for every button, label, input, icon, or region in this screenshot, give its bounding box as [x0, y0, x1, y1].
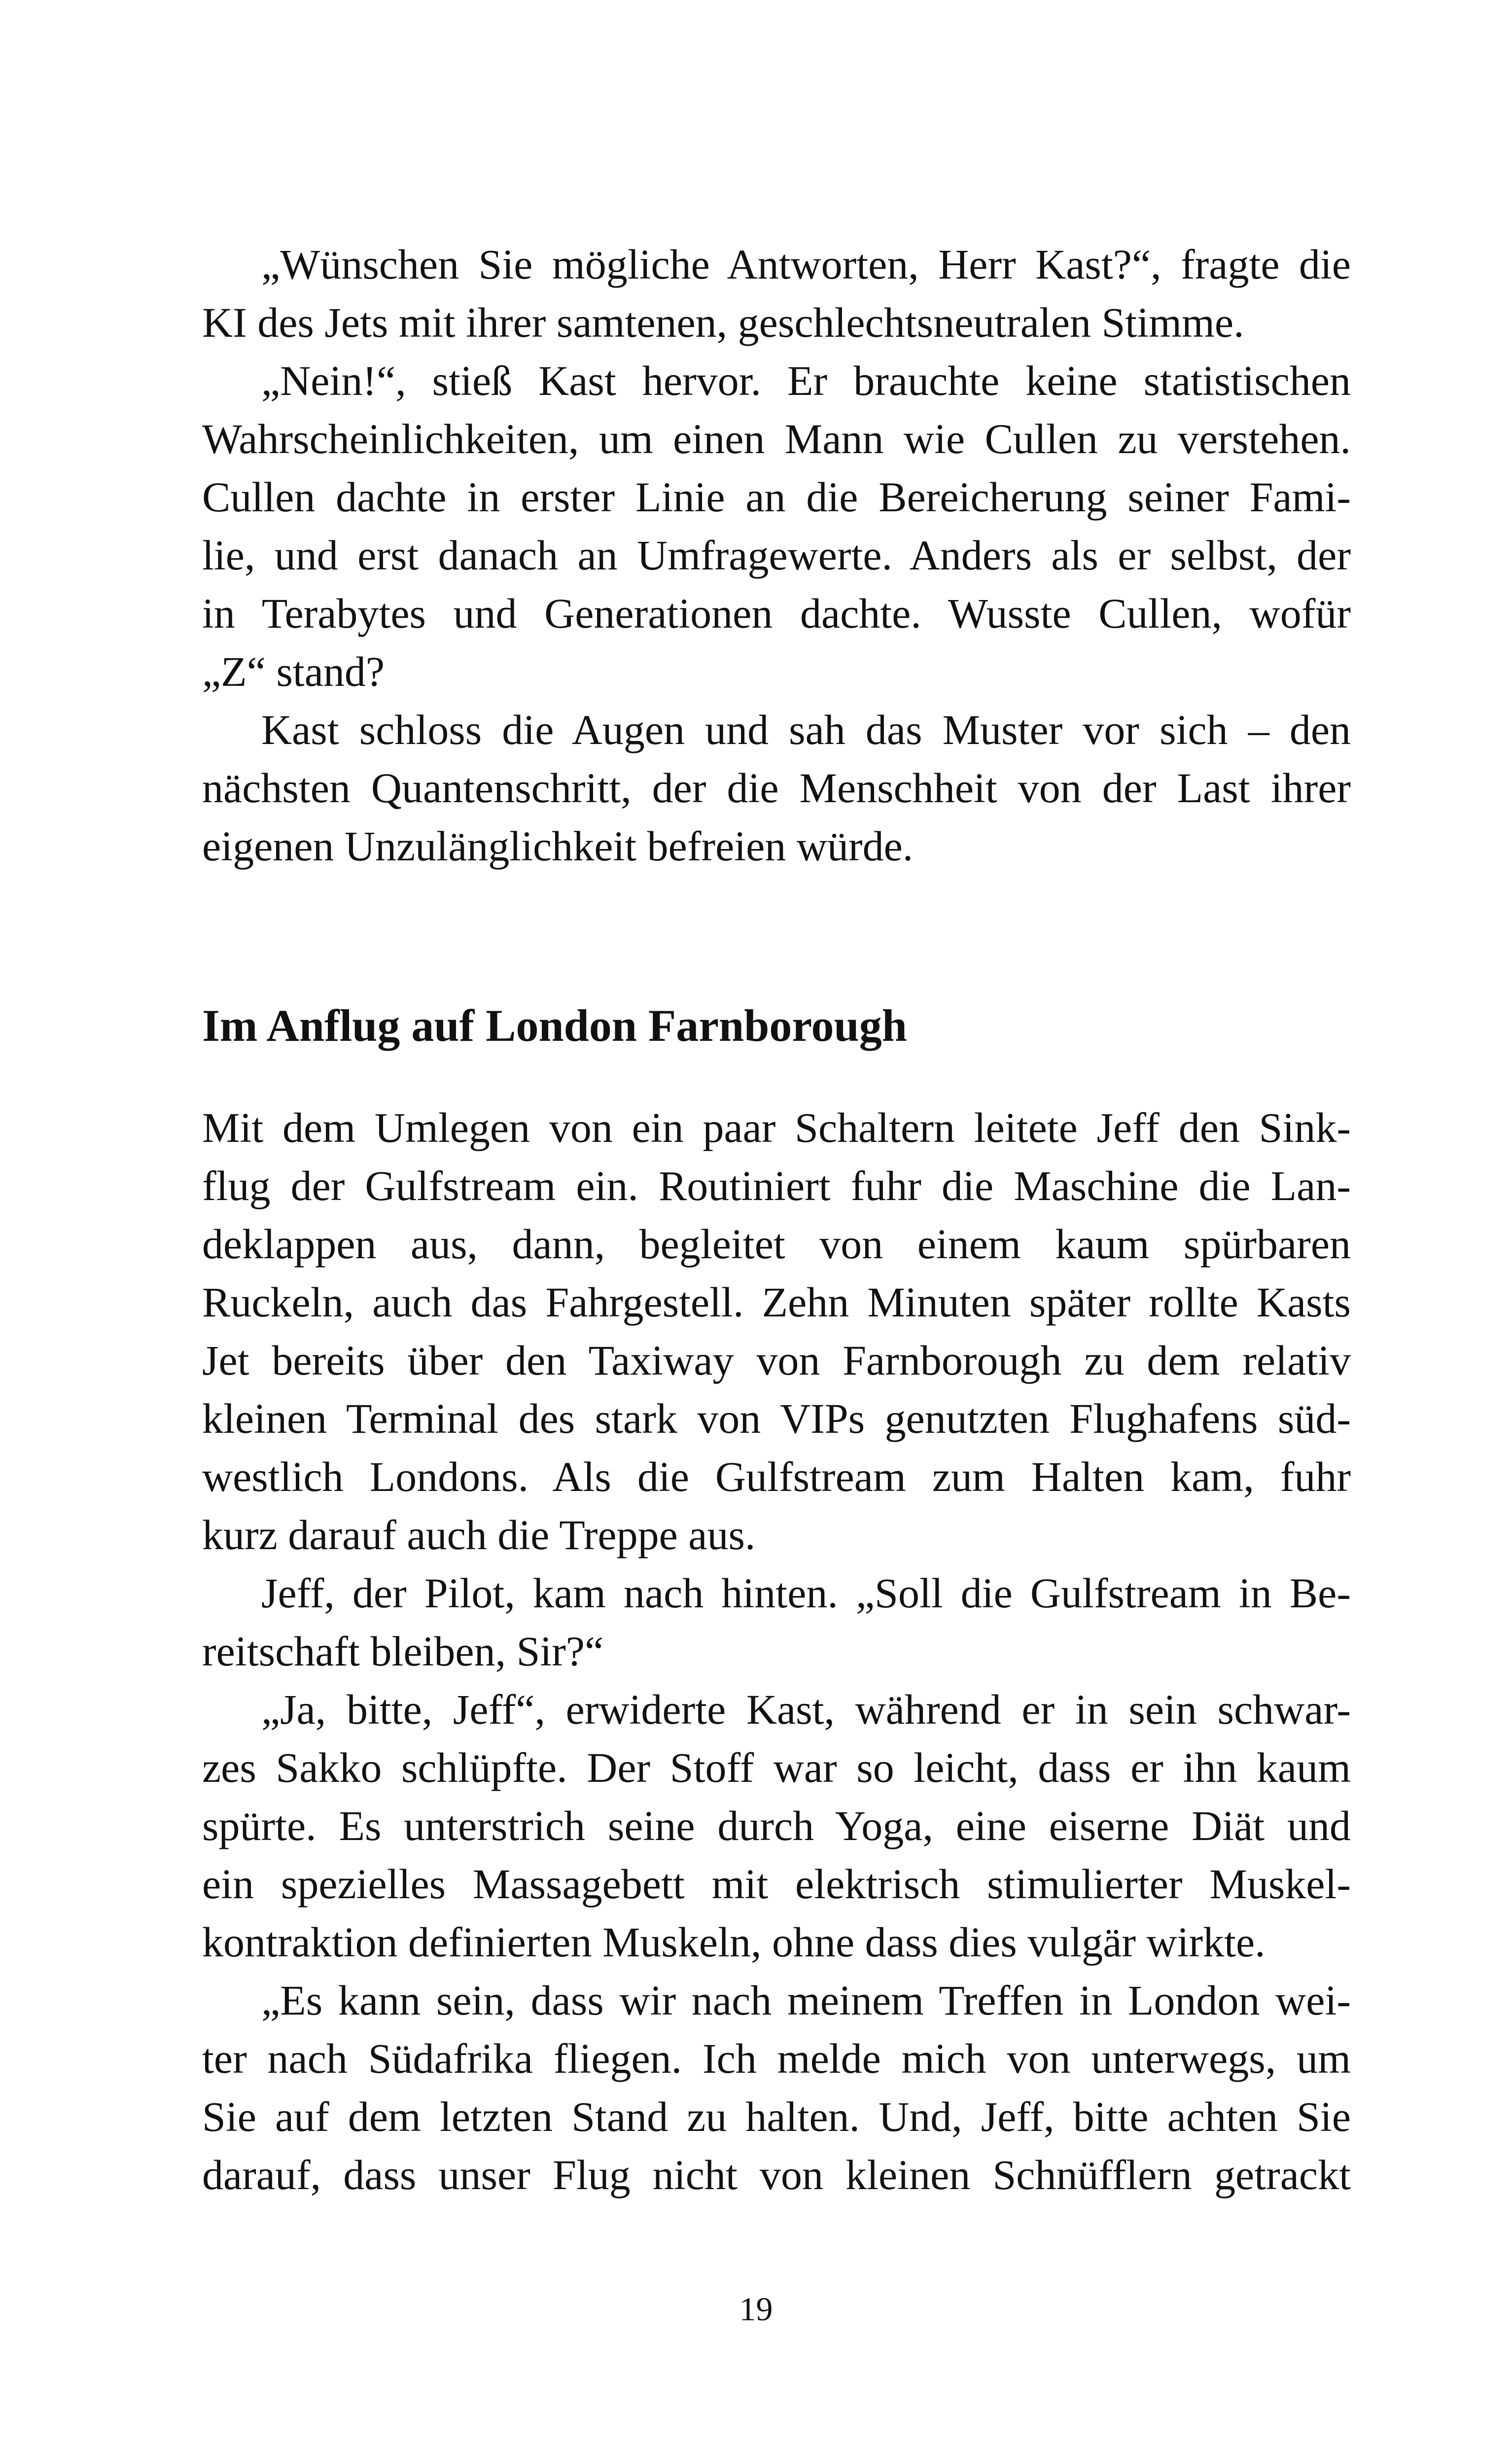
text-block-bottom	[202, 1098, 1351, 2204]
section-heading: Im Anflug auf London Farnborough	[202, 1000, 907, 1051]
text-line: „Z“ stand?	[202, 648, 385, 695]
text-line: eigenen Unzulänglichkeit befreien würde.	[202, 822, 914, 870]
text-line: Jet bereits über den Taxiway von Farnborough zu dem relativ	[202, 1337, 1351, 1384]
text-line: in Terabytes und Generationen dachte. Wusste Cullen, wofür	[202, 590, 1351, 637]
text-line: kontraktion definierten Muskeln, ohne dass dies vulgär wirkte.	[202, 1918, 1266, 1966]
text-line: ter nach Südafrika fliegen. Ich melde mich von unterwegs, um	[202, 2035, 1351, 2082]
text-line: nächsten Quantenschritt, der die Menschheit von der Last ihrer	[202, 764, 1351, 812]
text-line: kurz darauf auch die Treppe aus.	[202, 1511, 756, 1559]
text-line: „Nein!“, stieß Kast hervor. Er brauchte keine statistischen	[261, 357, 1351, 404]
text-line: spürte. Es unterstrich seine durch Yoga, eine eiserne Diät und	[202, 1802, 1351, 1849]
text-line: KI des Jets mit ihrer samtenen, geschlechtsneutralen Stimme.	[202, 299, 1244, 346]
text-line: westlich Londons. Als die Gulfstream zum Halten kam, fuhr	[202, 1453, 1351, 1500]
text-line: „Es kann sein, dass wir nach meinem Treffen in London wei-	[261, 1977, 1351, 2024]
text-line: kleinen Terminal des stark von VIPs genutzten Flughafens süd-	[202, 1395, 1351, 1442]
text-line: lie, und erst danach an Umfragewerte. Anders als er selbst, der	[202, 532, 1351, 579]
text-line: Sie auf dem letzten Stand zu halten. Und, Jeff, bitte achten Sie	[202, 2093, 1351, 2140]
text-line: reitschaft bleiben, Sir?“	[202, 1628, 604, 1675]
text-line: Mit dem Umlegen von ein paar Schaltern leitete Jeff den Sink-	[202, 1104, 1351, 1151]
text-line: flug der Gulfstream ein. Routiniert fuhr die Maschine die Lan-	[202, 1162, 1351, 1209]
text-line: deklappen aus, dann, begleitet von einem kaum spürbaren	[202, 1220, 1351, 1268]
page-number: 19	[739, 2290, 773, 2328]
text-block-top	[202, 235, 1351, 875]
text-line: Cullen dachte in erster Linie an die Bereicherung seiner Fami-	[202, 473, 1351, 521]
text-line: Kast schloss die Augen und sah das Muster vor sich – den	[261, 706, 1351, 753]
text-line: darauf, dass unser Flug nicht von kleinen Schnüfflern getrackt	[202, 2151, 1351, 2198]
text-line: „Ja, bitte, Jeff“, erwiderte Kast, während er in sein schwar-	[261, 1686, 1351, 1733]
text-line: zes Sakko schlüpfte. Der Stoff war so leicht, dass er ihn kaum	[202, 1744, 1351, 1791]
text-line: Wahrscheinlichkeiten, um einen Mann wie Cullen zu verstehen.	[202, 415, 1351, 462]
text-line: Ruckeln, auch das Fahrgestell. Zehn Minuten später rollte Kasts	[202, 1278, 1351, 1326]
text-line: „Wünschen Sie mögliche Antworten, Herr Kast?“, fragte die	[261, 241, 1351, 288]
text-line: Jeff, der Pilot, kam nach hinten. „Soll die Gulfstream in Be-	[261, 1569, 1351, 1617]
text-line: ein spezielles Massagebett mit elektrisch stimulierter Muskel-	[202, 1860, 1351, 1908]
